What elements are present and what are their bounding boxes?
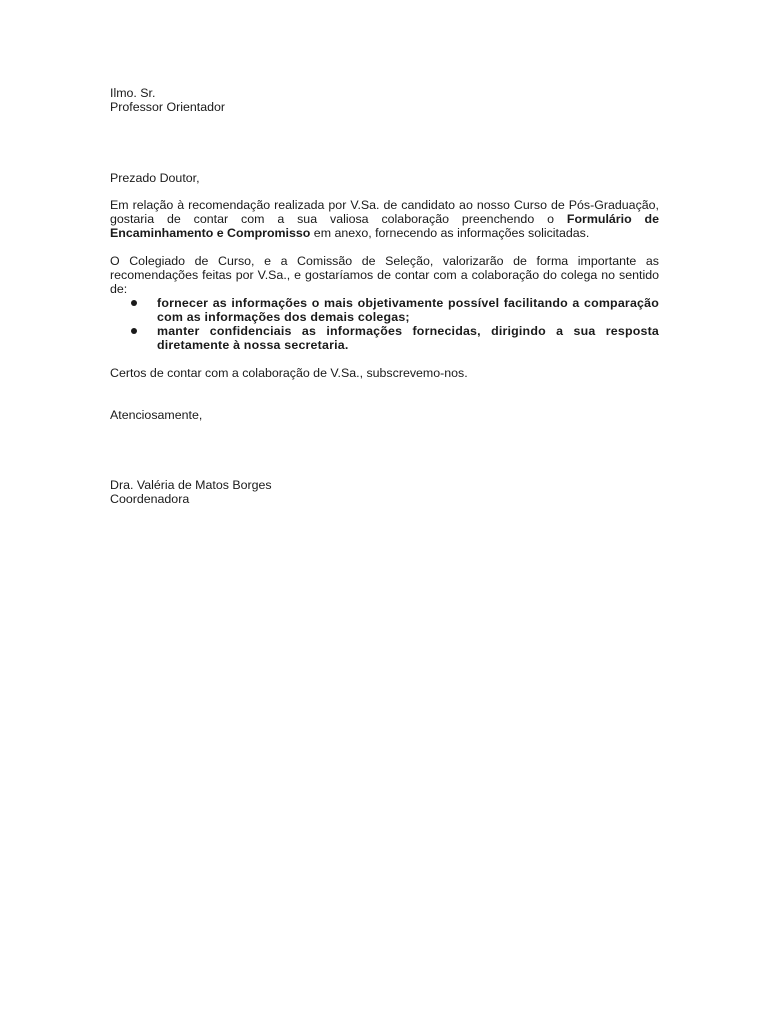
closing-paragraph: [110, 366, 659, 380]
signature-block: [110, 478, 659, 506]
list-item-text: fornecer as informações o mais objetivamente possível facilitando a comparação com as informações dos demais colegas;: [157, 296, 659, 324]
list-item-text: manter confidenciais as informações fornecidas, dirigindo a sua resposta diretamente à nossa secretaria.: [157, 324, 659, 352]
bullet-icon: [131, 328, 137, 334]
valediction: Atenciosamente,: [110, 408, 203, 422]
request-list: [110, 296, 659, 352]
list-item: [110, 324, 659, 352]
paragraph-committee: O Colegiado de Curso, e a Comissão de Seleção, valorizarão de forma importante as recomendações feitas por V.Sa., e gostaríamos de contar com a colaboração do colega no sentido de:: [110, 254, 659, 296]
signature-role: Coordenadora: [110, 492, 190, 506]
bullet-icon: [131, 300, 137, 306]
closing-text: Certos de contar com a colaboração de V.Sa., subscrevemo-nos.: [110, 366, 468, 380]
paragraph-recommendation-tail: em anexo, fornecendo as informações solicitadas.: [310, 226, 590, 240]
valediction-block: [110, 408, 659, 422]
list-item: [110, 296, 659, 324]
form-name: Formulário de Encaminhamento e Compromisso: [110, 212, 659, 240]
recipient-block: [110, 86, 659, 114]
signature-name: Dra. Valéria de Matos Borges: [110, 478, 272, 492]
paragraph-recommendation: [110, 198, 659, 240]
recipient-title: Ilmo. Sr.: [110, 86, 156, 100]
greeting: Prezado Doutor,: [110, 171, 200, 185]
recipient-name: Professor Orientador: [110, 100, 226, 114]
greeting-block: [110, 171, 659, 185]
paragraph-recommendation-text: Em relação à recomendação realizada por V.Sa. de candidato ao nosso Curso de Pós-Graduação, gostaria de contar com a sua valiosa colaboração preenchendo o: [110, 198, 659, 226]
